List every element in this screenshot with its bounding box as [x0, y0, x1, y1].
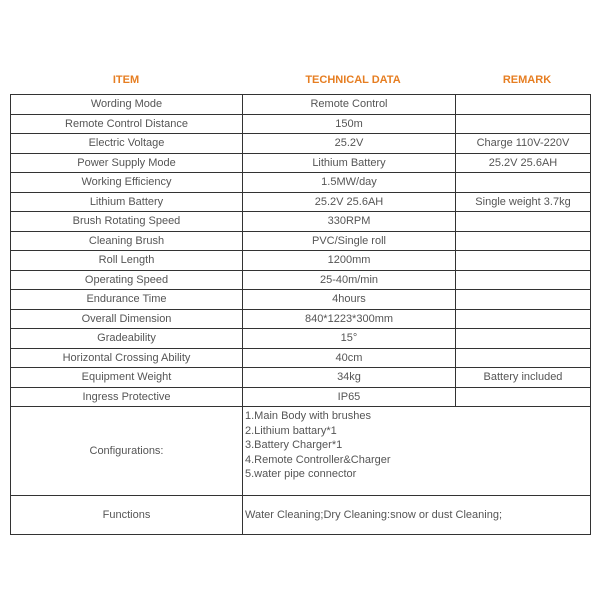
item-cell: Lithium Battery	[11, 192, 243, 212]
table-row	[11, 348, 591, 368]
tech-cell: 15°	[243, 329, 456, 349]
configurations-label: Configurations:	[11, 407, 243, 496]
remark-cell	[456, 212, 591, 232]
tech-cell: 330RPM	[243, 212, 456, 232]
functions-row	[11, 496, 591, 535]
configurations-row	[11, 407, 591, 496]
item-cell: Working Efficiency	[11, 173, 243, 193]
tech-cell: 40cm	[243, 348, 456, 368]
table-row	[11, 153, 591, 173]
tech-cell: 150m	[243, 114, 456, 134]
remark-cell	[456, 251, 591, 271]
table-row	[11, 231, 591, 251]
item-cell: Cleaning Brush	[11, 231, 243, 251]
item-cell: Electric Voltage	[11, 134, 243, 154]
table-row	[11, 329, 591, 349]
table-row	[11, 95, 591, 115]
table-row	[11, 387, 591, 407]
item-cell: Ingress Protective	[11, 387, 243, 407]
remark-cell: Charge 110V-220V	[456, 134, 591, 154]
table-row	[11, 173, 591, 193]
table-row	[11, 212, 591, 232]
tech-cell: 4hours	[243, 290, 456, 310]
tech-cell: 1200mm	[243, 251, 456, 271]
table-row	[11, 270, 591, 290]
table-row	[11, 290, 591, 310]
item-cell: Equipment Weight	[11, 368, 243, 388]
item-cell: Remote Control Distance	[11, 114, 243, 134]
remark-cell	[456, 95, 591, 115]
item-cell: Endurance Time	[11, 290, 243, 310]
configurations-list	[243, 407, 591, 496]
tech-cell: 840*1223*300mm	[243, 309, 456, 329]
item-cell: Wording Mode	[11, 95, 243, 115]
remark-cell: Battery included	[456, 368, 591, 388]
item-cell: Roll Length	[11, 251, 243, 271]
spec-table	[10, 94, 591, 535]
item-cell: Overall Dimension	[11, 309, 243, 329]
configuration-item: 4.Remote Controller&Charger	[245, 453, 391, 466]
header-technical-data: TECHNICAL DATA	[305, 74, 401, 86]
tech-cell: PVC/Single roll	[243, 231, 456, 251]
remark-cell: 25.2V 25.6AH	[456, 153, 591, 173]
tech-cell: 1.5MW/day	[243, 173, 456, 193]
remark-cell	[456, 270, 591, 290]
remark-cell	[456, 309, 591, 329]
remark-cell	[456, 173, 591, 193]
table-row	[11, 114, 591, 134]
tech-cell: 25.2V	[243, 134, 456, 154]
table-row	[11, 192, 591, 212]
tech-cell: 25-40m/min	[243, 270, 456, 290]
configuration-item: 1.Main Body with brushes	[245, 410, 371, 422]
item-cell: Gradeability	[11, 329, 243, 349]
item-cell: Horizontal Crossing Ability	[11, 348, 243, 368]
functions-label: Functions	[11, 496, 243, 535]
spec-table-body	[11, 95, 591, 535]
tech-cell: IP65	[243, 387, 456, 407]
header-remark: REMARK	[502, 74, 552, 86]
remark-cell	[456, 231, 591, 251]
table-row	[11, 368, 591, 388]
remark-cell: Single weight 3.7kg	[456, 192, 591, 212]
configuration-item: 5.water pipe connector	[245, 468, 357, 480]
configuration-item: 3.Battery Charger*1	[245, 439, 343, 451]
tech-cell: 34kg	[243, 368, 456, 388]
table-row	[11, 134, 591, 154]
tech-cell: 25.2V 25.6AH	[243, 192, 456, 212]
item-cell: Power Supply Mode	[11, 153, 243, 173]
tech-cell: Lithium Battery	[243, 153, 456, 173]
configuration-item: 2.Lithium battary*1	[245, 424, 337, 437]
remark-cell	[456, 387, 591, 407]
header-item: ITEM	[112, 74, 140, 86]
table-row	[11, 309, 591, 329]
item-cell: Operating Speed	[11, 270, 243, 290]
tech-cell: Remote Control	[243, 95, 456, 115]
item-cell: Brush Rotating Speed	[11, 212, 243, 232]
table-row	[11, 251, 591, 271]
functions-value: Water Cleaning;Dry Cleaning:snow or dust Cleaning;	[243, 496, 591, 535]
remark-cell	[456, 329, 591, 349]
remark-cell	[456, 290, 591, 310]
remark-cell	[456, 114, 591, 134]
table-headers	[10, 74, 590, 90]
remark-cell	[456, 348, 591, 368]
